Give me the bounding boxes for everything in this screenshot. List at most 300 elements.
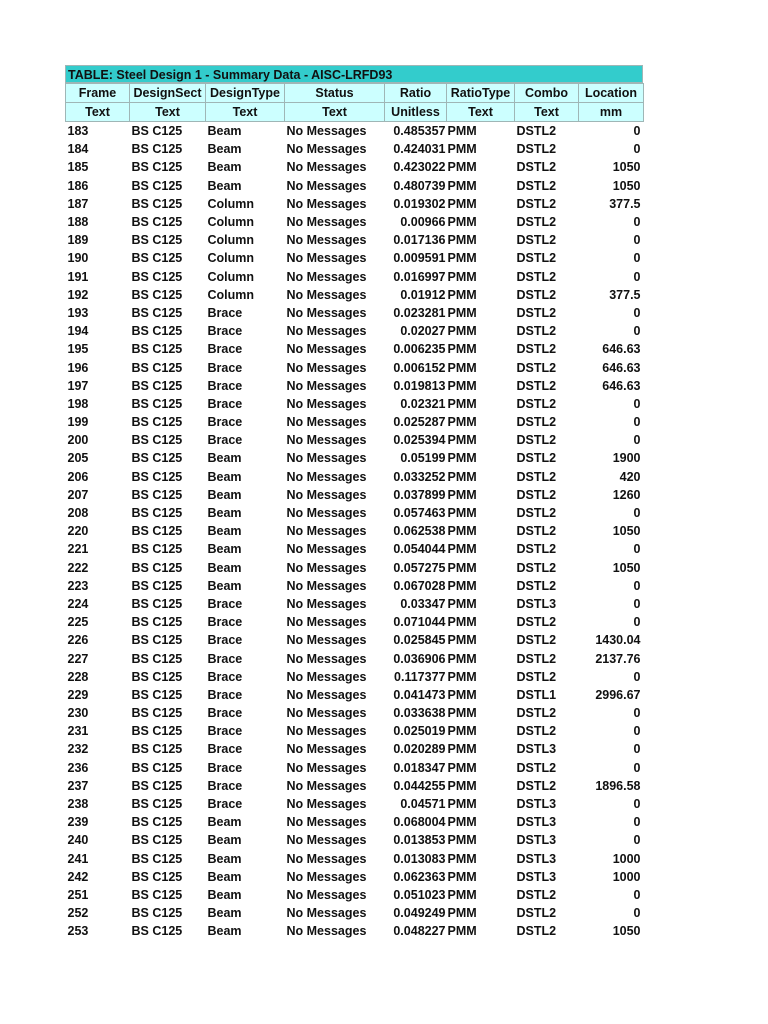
cell-ratiotype[interactable]: PMM [447,124,477,139]
cell-ratio[interactable]: 0.051023 [393,887,446,902]
cell-designsect[interactable]: BS C125 [131,615,183,630]
cell-status[interactable]: No Messages [286,833,367,848]
cell-location[interactable]: 0 [633,760,641,775]
cell-location[interactable]: 0 [633,742,641,757]
cell-designsect[interactable]: BS C125 [131,451,183,466]
cell-location[interactable]: 0 [633,142,641,157]
cell-combo[interactable]: DSTL2 [516,396,557,411]
cell-ratio[interactable]: 0.117377 [394,669,446,684]
cell-designsect[interactable]: BS C125 [131,360,183,375]
cell-ratio[interactable]: 0.023281 [393,305,446,320]
cell-status[interactable]: No Messages [286,742,367,757]
cell-ratio[interactable]: 0.057275 [393,560,446,575]
cell-combo[interactable]: DSTL2 [516,778,557,793]
cell-combo[interactable]: DSTL2 [516,160,557,175]
cell-designsect[interactable]: BS C125 [131,506,183,521]
cell-designsect[interactable]: BS C125 [131,596,183,611]
cell-ratiotype[interactable]: PMM [447,687,477,702]
cell-location[interactable]: 646.63 [602,342,641,357]
cell-location[interactable]: 1430.04 [595,633,641,648]
cell-frame[interactable]: 196 [67,360,89,375]
cell-location[interactable]: 2137.76 [595,651,641,666]
cell-designtype[interactable]: Beam [207,560,242,575]
cell-designtype[interactable]: Brace [207,342,243,357]
cell-ratio[interactable]: 0.025394 [393,433,446,448]
column-header-combo[interactable]: Combo [515,84,579,103]
cell-location[interactable]: 0 [633,124,641,139]
cell-combo[interactable]: DSTL2 [516,887,557,902]
cell-combo[interactable]: DSTL2 [516,633,557,648]
cell-location[interactable]: 646.63 [602,378,641,393]
cell-combo[interactable]: DSTL2 [516,560,557,575]
cell-frame[interactable]: 238 [67,797,89,812]
cell-combo[interactable]: DSTL2 [516,906,557,921]
cell-status[interactable]: No Messages [286,778,367,793]
cell-status[interactable]: No Messages [286,815,367,830]
cell-designsect[interactable]: BS C125 [131,396,183,411]
cell-frame[interactable]: 194 [67,324,89,339]
cell-location[interactable]: 0 [633,542,641,557]
cell-ratiotype[interactable]: PMM [447,924,477,939]
cell-status[interactable]: No Messages [286,687,367,702]
cell-status[interactable]: No Messages [286,724,367,739]
cell-designsect[interactable]: BS C125 [131,560,183,575]
cell-location[interactable]: 420 [619,469,641,484]
cell-combo[interactable]: DSTL2 [516,360,557,375]
cell-location[interactable]: 0 [633,415,641,430]
cell-designsect[interactable]: BS C125 [131,815,183,830]
cell-ratiotype[interactable]: PMM [447,906,477,921]
cell-ratiotype[interactable]: PMM [447,506,477,521]
cell-frame[interactable]: 193 [67,305,89,320]
cell-ratiotype[interactable]: PMM [447,469,477,484]
cell-location[interactable]: 0 [633,324,641,339]
cell-location[interactable]: 0 [633,906,641,921]
cell-designtype[interactable]: Beam [207,142,242,157]
cell-location[interactable]: 1050 [612,524,641,539]
cell-location[interactable]: 0 [633,669,641,684]
cell-designtype[interactable]: Brace [207,706,243,721]
cell-frame[interactable]: 185 [67,160,89,175]
cell-designtype[interactable]: Brace [207,596,243,611]
cell-designtype[interactable]: Beam [207,815,242,830]
cell-ratio[interactable]: 0.037899 [393,487,446,502]
cell-combo[interactable]: DSTL2 [516,924,557,939]
cell-combo[interactable]: DSTL2 [516,287,557,302]
cell-designtype[interactable]: Brace [207,305,243,320]
cell-frame[interactable]: 222 [67,560,89,575]
cell-status[interactable]: No Messages [286,560,367,575]
cell-frame[interactable]: 229 [67,687,89,702]
cell-ratio[interactable]: 0.036906 [393,651,446,666]
cell-designtype[interactable]: Beam [207,869,242,884]
cell-status[interactable]: No Messages [286,669,367,684]
cell-frame[interactable]: 220 [67,524,89,539]
cell-ratio[interactable]: 0.485357 [393,124,446,139]
cell-designsect[interactable]: BS C125 [131,669,183,684]
cell-designtype[interactable]: Brace [207,324,243,339]
cell-combo[interactable]: DSTL2 [516,342,557,357]
cell-designsect[interactable]: BS C125 [131,742,183,757]
cell-designsect[interactable]: BS C125 [131,415,183,430]
cell-combo[interactable]: DSTL2 [516,487,557,502]
cell-ratiotype[interactable]: PMM [447,451,477,466]
cell-frame[interactable]: 191 [67,269,89,284]
cell-frame[interactable]: 239 [67,815,89,830]
cell-frame[interactable]: 252 [67,906,89,921]
cell-ratio[interactable]: 0.048227 [393,924,446,939]
column-header-status[interactable]: Status [285,84,385,103]
cell-frame[interactable]: 231 [67,724,89,739]
cell-designsect[interactable]: BS C125 [131,687,183,702]
cell-designtype[interactable]: Brace [207,360,243,375]
cell-ratiotype[interactable]: PMM [447,633,477,648]
cell-ratio[interactable]: 0.006152 [393,360,446,375]
cell-location[interactable]: 1000 [612,851,641,866]
cell-status[interactable]: No Messages [286,633,367,648]
cell-status[interactable]: No Messages [286,596,367,611]
cell-combo[interactable]: DSTL2 [516,251,557,266]
cell-designtype[interactable]: Column [207,269,255,284]
cell-frame[interactable]: 184 [67,142,89,157]
cell-location[interactable]: 377.5 [609,196,641,211]
cell-location[interactable]: 1050 [612,924,641,939]
cell-status[interactable]: No Messages [286,797,367,812]
cell-ratio[interactable]: 0.019302 [393,196,446,211]
cell-ratio[interactable]: 0.006235 [393,342,446,357]
cell-ratiotype[interactable]: PMM [447,596,477,611]
cell-combo[interactable]: DSTL2 [516,324,557,339]
cell-designtype[interactable]: Brace [207,615,243,630]
cell-frame[interactable]: 253 [67,924,89,939]
cell-designtype[interactable]: Brace [207,778,243,793]
cell-location[interactable]: 0 [633,233,641,248]
cell-designtype[interactable]: Beam [207,578,242,593]
cell-status[interactable]: No Messages [286,506,367,521]
cell-status[interactable]: No Messages [286,851,367,866]
cell-combo[interactable]: DSTL2 [516,469,557,484]
cell-ratio[interactable]: 0.054044 [393,542,446,557]
cell-ratio[interactable]: 0.020289 [393,742,446,757]
cell-status[interactable]: No Messages [286,124,367,139]
cell-designtype[interactable]: Brace [207,742,243,757]
cell-ratiotype[interactable]: PMM [447,851,477,866]
cell-frame[interactable]: 195 [67,342,89,357]
cell-ratiotype[interactable]: PMM [447,378,477,393]
cell-ratio[interactable]: 0.041473 [393,687,446,702]
cell-frame[interactable]: 205 [67,451,89,466]
cell-ratio[interactable]: 0.02321 [400,396,446,411]
cell-status[interactable]: No Messages [286,469,367,484]
cell-frame[interactable]: 237 [67,778,89,793]
cell-frame[interactable]: 251 [67,887,89,902]
cell-combo[interactable]: DSTL2 [516,215,557,230]
cell-frame[interactable]: 240 [67,833,89,848]
cell-frame[interactable]: 192 [67,287,89,302]
cell-combo[interactable]: DSTL2 [516,724,557,739]
cell-designtype[interactable]: Beam [207,469,242,484]
cell-status[interactable]: No Messages [286,215,367,230]
cell-designsect[interactable]: BS C125 [131,542,183,557]
cell-ratio[interactable]: 0.00966 [400,215,446,230]
cell-designsect[interactable]: BS C125 [131,633,183,648]
cell-status[interactable]: No Messages [286,542,367,557]
cell-combo[interactable]: DSTL2 [516,615,557,630]
cell-ratio[interactable]: 0.025019 [393,724,446,739]
cell-location[interactable]: 0 [633,887,641,902]
cell-ratio[interactable]: 0.02027 [400,324,446,339]
cell-frame[interactable]: 225 [67,615,89,630]
cell-ratiotype[interactable]: PMM [447,669,477,684]
cell-combo[interactable]: DSTL3 [516,742,557,757]
cell-status[interactable]: No Messages [286,906,367,921]
cell-status[interactable]: No Messages [286,524,367,539]
cell-combo[interactable]: DSTL3 [516,851,557,866]
cell-designtype[interactable]: Beam [207,160,242,175]
cell-ratiotype[interactable]: PMM [447,305,477,320]
cell-location[interactable]: 0 [633,396,641,411]
cell-ratio[interactable]: 0.04571 [400,797,446,812]
cell-combo[interactable]: DSTL2 [516,124,557,139]
cell-designsect[interactable]: BS C125 [131,342,183,357]
cell-frame[interactable]: 226 [67,633,89,648]
cell-designtype[interactable]: Brace [207,651,243,666]
cell-ratio[interactable]: 0.017136 [393,233,446,248]
cell-ratiotype[interactable]: PMM [447,651,477,666]
cell-ratiotype[interactable]: PMM [447,251,477,266]
cell-ratio[interactable]: 0.033252 [393,469,446,484]
cell-combo[interactable]: DSTL2 [516,196,557,211]
cell-designtype[interactable]: Beam [207,851,242,866]
cell-combo[interactable]: DSTL2 [516,433,557,448]
cell-combo[interactable]: DSTL2 [516,706,557,721]
cell-ratio[interactable]: 0.01912 [400,287,446,302]
cell-designtype[interactable]: Brace [207,797,243,812]
cell-designtype[interactable]: Column [207,196,255,211]
cell-combo[interactable]: DSTL2 [516,506,557,521]
cell-designtype[interactable]: Column [207,251,255,266]
cell-combo[interactable]: DSTL2 [516,760,557,775]
cell-frame[interactable]: 186 [67,178,89,193]
cell-combo[interactable]: DSTL2 [516,378,557,393]
cell-ratiotype[interactable]: PMM [447,233,477,248]
cell-combo[interactable]: DSTL2 [516,305,557,320]
cell-combo[interactable]: DSTL2 [516,451,557,466]
cell-designsect[interactable]: BS C125 [131,487,183,502]
cell-ratio[interactable]: 0.049249 [393,906,446,921]
cell-ratiotype[interactable]: PMM [447,578,477,593]
cell-designtype[interactable]: Beam [207,451,242,466]
cell-combo[interactable]: DSTL2 [516,578,557,593]
cell-designsect[interactable]: BS C125 [131,706,183,721]
cell-designtype[interactable]: Beam [207,833,242,848]
cell-ratiotype[interactable]: PMM [447,887,477,902]
cell-ratiotype[interactable]: PMM [447,833,477,848]
cell-designsect[interactable]: BS C125 [131,869,183,884]
cell-location[interactable]: 0 [633,578,641,593]
cell-ratiotype[interactable]: PMM [447,287,477,302]
cell-designsect[interactable]: BS C125 [131,251,183,266]
cell-frame[interactable]: 198 [67,396,89,411]
cell-combo[interactable]: DSTL2 [516,233,557,248]
cell-frame[interactable]: 241 [67,851,89,866]
cell-designtype[interactable]: Beam [207,924,242,939]
cell-frame[interactable]: 221 [67,542,89,557]
cell-status[interactable]: No Messages [286,378,367,393]
cell-location[interactable]: 0 [633,615,641,630]
cell-status[interactable]: No Messages [286,196,367,211]
cell-ratio[interactable]: 0.025845 [393,633,446,648]
cell-designsect[interactable]: BS C125 [131,578,183,593]
cell-ratiotype[interactable]: PMM [447,215,477,230]
cell-designtype[interactable]: Brace [207,396,243,411]
cell-status[interactable]: No Messages [286,451,367,466]
cell-designtype[interactable]: Column [207,215,255,230]
cell-ratiotype[interactable]: PMM [447,142,477,157]
cell-frame[interactable]: 232 [67,742,89,757]
cell-designtype[interactable]: Beam [207,887,242,902]
cell-location[interactable]: 0 [633,797,641,812]
column-header-designsect[interactable]: DesignSect [130,84,206,103]
cell-ratiotype[interactable]: PMM [447,360,477,375]
cell-frame[interactable]: 228 [67,669,89,684]
cell-combo[interactable]: DSTL2 [516,415,557,430]
cell-frame[interactable]: 188 [67,215,89,230]
cell-ratio[interactable]: 0.067028 [393,578,446,593]
cell-designtype[interactable]: Beam [207,542,242,557]
cell-ratiotype[interactable]: PMM [447,542,477,557]
cell-designtype[interactable]: Brace [207,378,243,393]
cell-frame[interactable]: 223 [67,578,89,593]
cell-designsect[interactable]: BS C125 [131,906,183,921]
cell-status[interactable]: No Messages [286,396,367,411]
cell-ratiotype[interactable]: PMM [447,615,477,630]
cell-ratiotype[interactable]: PMM [447,433,477,448]
cell-location[interactable]: 0 [633,706,641,721]
cell-ratiotype[interactable]: PMM [447,560,477,575]
cell-designsect[interactable]: BS C125 [131,833,183,848]
cell-ratio[interactable]: 0.044255 [393,778,446,793]
cell-status[interactable]: No Messages [286,706,367,721]
cell-status[interactable]: No Messages [286,251,367,266]
cell-designtype[interactable]: Brace [207,724,243,739]
cell-status[interactable]: No Messages [286,869,367,884]
cell-designtype[interactable]: Beam [207,487,242,502]
column-header-frame[interactable]: Frame [66,84,130,103]
cell-designsect[interactable]: BS C125 [131,887,183,902]
cell-ratio[interactable]: 0.016997 [393,269,446,284]
cell-ratio[interactable]: 0.068004 [393,815,446,830]
cell-designsect[interactable]: BS C125 [131,760,183,775]
cell-status[interactable]: No Messages [286,305,367,320]
cell-frame[interactable]: 189 [67,233,89,248]
cell-status[interactable]: No Messages [286,415,367,430]
column-header-ratio[interactable]: Ratio [385,84,447,103]
cell-ratio[interactable]: 0.009591 [393,251,446,266]
cell-ratio[interactable]: 0.013083 [393,851,446,866]
cell-ratiotype[interactable]: PMM [447,160,477,175]
cell-ratiotype[interactable]: PMM [447,706,477,721]
cell-designtype[interactable]: Brace [207,633,243,648]
cell-frame[interactable]: 227 [67,651,89,666]
cell-designsect[interactable]: BS C125 [131,196,183,211]
cell-location[interactable]: 0 [633,724,641,739]
cell-ratiotype[interactable]: PMM [447,324,477,339]
column-header-location[interactable]: Location [579,84,644,103]
cell-status[interactable]: No Messages [286,324,367,339]
cell-status[interactable]: No Messages [286,287,367,302]
cell-location[interactable]: 0 [633,506,641,521]
cell-location[interactable]: 0 [633,433,641,448]
cell-status[interactable]: No Messages [286,269,367,284]
cell-ratio[interactable]: 0.05199 [400,451,446,466]
cell-status[interactable]: No Messages [286,433,367,448]
cell-designtype[interactable]: Column [207,287,255,302]
cell-designtype[interactable]: Brace [207,760,243,775]
cell-designsect[interactable]: BS C125 [131,651,183,666]
cell-frame[interactable]: 236 [67,760,89,775]
cell-designsect[interactable]: BS C125 [131,269,183,284]
cell-location[interactable]: 1050 [612,560,641,575]
cell-frame[interactable]: 207 [67,487,89,502]
cell-location[interactable]: 377.5 [609,287,641,302]
cell-designtype[interactable]: Column [207,233,255,248]
column-header-ratiotype[interactable]: RatioType [447,84,515,103]
cell-designtype[interactable]: Brace [207,415,243,430]
cell-combo[interactable]: DSTL3 [516,596,557,611]
cell-combo[interactable]: DSTL3 [516,869,557,884]
cell-designsect[interactable]: BS C125 [131,778,183,793]
cell-status[interactable]: No Messages [286,487,367,502]
cell-location[interactable]: 0 [633,833,641,848]
cell-designsect[interactable]: BS C125 [131,124,183,139]
cell-combo[interactable]: DSTL2 [516,651,557,666]
cell-frame[interactable]: 183 [67,124,89,139]
cell-ratiotype[interactable]: PMM [447,342,477,357]
cell-combo[interactable]: DSTL1 [516,687,557,702]
cell-ratiotype[interactable]: PMM [447,487,477,502]
cell-status[interactable]: No Messages [286,342,367,357]
cell-status[interactable]: No Messages [286,578,367,593]
cell-ratiotype[interactable]: PMM [447,815,477,830]
cell-status[interactable]: No Messages [286,651,367,666]
cell-frame[interactable]: 242 [67,869,89,884]
cell-combo[interactable]: DSTL2 [516,178,557,193]
column-header-designtype[interactable]: DesignType [206,84,285,103]
cell-designtype[interactable]: Beam [207,524,242,539]
cell-ratiotype[interactable]: PMM [447,396,477,411]
cell-ratiotype[interactable]: PMM [447,178,477,193]
cell-frame[interactable]: 230 [67,706,89,721]
cell-ratio[interactable]: 0.424031 [393,142,446,157]
cell-combo[interactable]: DSTL2 [516,524,557,539]
cell-designsect[interactable]: BS C125 [131,924,183,939]
cell-combo[interactable]: DSTL2 [516,542,557,557]
cell-ratio[interactable]: 0.013853 [393,833,446,848]
cell-frame[interactable]: 187 [67,196,89,211]
cell-designsect[interactable]: BS C125 [131,215,183,230]
cell-combo[interactable]: DSTL2 [516,669,557,684]
cell-designsect[interactable]: BS C125 [131,142,183,157]
cell-designsect[interactable]: BS C125 [131,524,183,539]
cell-ratiotype[interactable]: PMM [447,797,477,812]
cell-designsect[interactable]: BS C125 [131,324,183,339]
cell-location[interactable]: 1900 [612,451,641,466]
cell-designsect[interactable]: BS C125 [131,305,183,320]
cell-location[interactable]: 646.63 [602,360,641,375]
cell-designsect[interactable]: BS C125 [131,797,183,812]
cell-frame[interactable]: 208 [67,506,89,521]
